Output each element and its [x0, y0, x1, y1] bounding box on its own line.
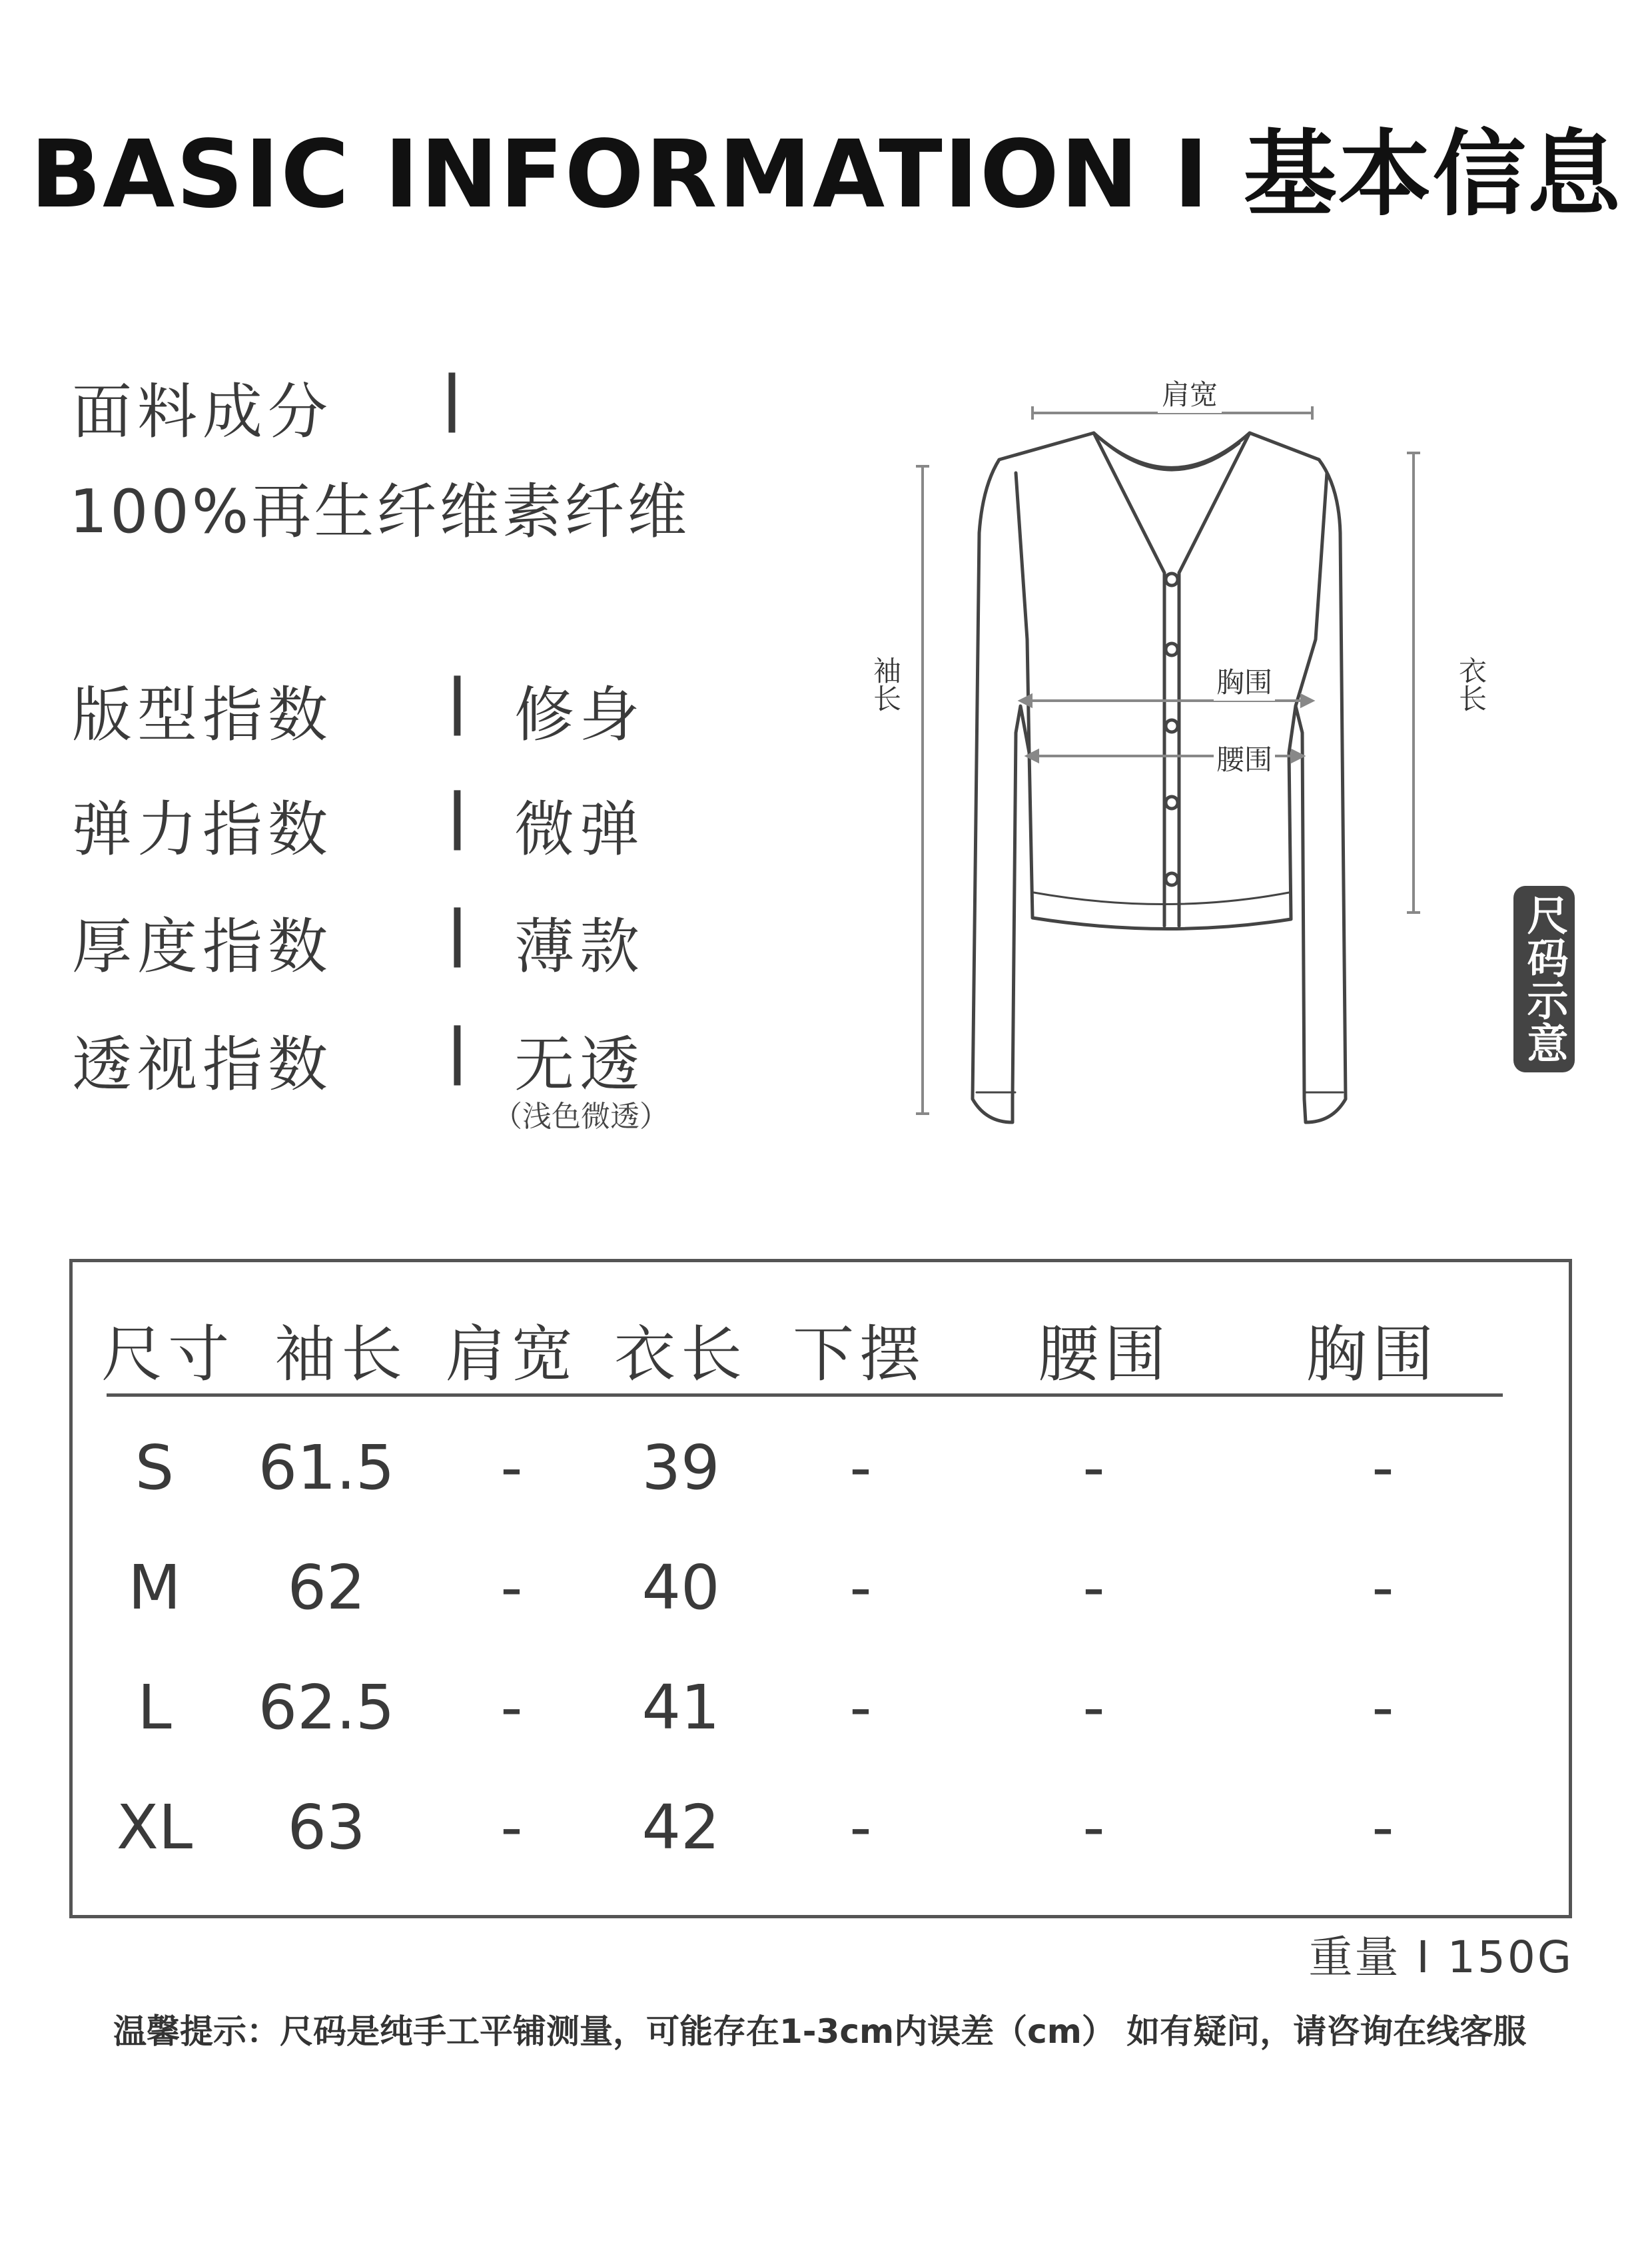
table-cell: L: [137, 1672, 172, 1743]
fabric-value: 100%再生纤维素纤维: [69, 477, 690, 547]
table-cell: -: [1372, 1432, 1394, 1503]
table-cell: 62.5: [258, 1672, 395, 1743]
page-title: BASIC INFORMATION I 基本信息: [30, 121, 1622, 229]
stretch-index-value: 微弹: [514, 795, 645, 865]
table-cell: 39: [641, 1432, 720, 1503]
placket-left: [1094, 433, 1164, 926]
size-diagram-badge: 尺码示意: [1513, 886, 1575, 1072]
table-header-waist: 腰围: [1038, 1319, 1172, 1390]
weight-info: 重量 I 150G: [1308, 1932, 1573, 1983]
sheerness-index-separator: |: [446, 1016, 468, 1086]
waist-label: 腰围: [1214, 738, 1275, 778]
table-header-shoulder: 肩宽: [445, 1319, 579, 1390]
table-header-size: 尺寸: [101, 1319, 235, 1390]
fit-index-value: 修身: [514, 680, 645, 750]
hem-rib: [1034, 893, 1289, 905]
table-cell: -: [849, 1432, 872, 1503]
button-3: [1166, 720, 1178, 732]
sheerness-index-label: 透视指数: [72, 1030, 333, 1100]
table-cell: -: [1082, 1792, 1105, 1863]
table-cell: M: [128, 1552, 181, 1623]
table-cell: 63: [287, 1792, 366, 1863]
table-cell: -: [1372, 1792, 1394, 1863]
table-cell: 61.5: [258, 1432, 395, 1503]
table-cell: 62: [287, 1552, 366, 1623]
fabric-label: 面料成分: [72, 377, 333, 447]
thickness-index-value: 薄款: [514, 912, 645, 982]
table-cell: -: [500, 1432, 523, 1503]
table-cell: 42: [641, 1792, 720, 1863]
shoulder-width-label: 肩宽: [1158, 373, 1222, 413]
chest-label: 胸围: [1214, 661, 1275, 701]
stretch-index-separator: |: [446, 781, 468, 851]
table-header-sleeve: 袖长: [274, 1319, 408, 1390]
table-cell: -: [1082, 1432, 1105, 1503]
button-5: [1166, 873, 1178, 885]
table-header-divider: [107, 1393, 1503, 1397]
table-cell: -: [1372, 1672, 1394, 1743]
table-cell: -: [849, 1672, 872, 1743]
thickness-index-label: 厚度指数: [72, 912, 333, 982]
cardigan-diagram: [853, 360, 1492, 1146]
table-cell: -: [500, 1672, 523, 1743]
body-length-label: 衣长: [1455, 656, 1487, 712]
table-cell: -: [500, 1792, 523, 1863]
table-cell: -: [849, 1792, 872, 1863]
fabric-separator: |: [441, 363, 463, 433]
table-header-length: 衣长: [614, 1319, 748, 1390]
stretch-index-label: 弹力指数: [72, 795, 333, 865]
sheerness-index-value: 无透: [514, 1030, 645, 1100]
table-cell: S: [135, 1432, 175, 1503]
sleeve-length-label: 袖长: [869, 656, 902, 712]
cardigan-outline: [973, 433, 1346, 1122]
sleeve-seam-right: [1296, 473, 1327, 706]
table-cell: -: [849, 1552, 872, 1623]
button-4: [1166, 797, 1178, 809]
table-cell: -: [1082, 1672, 1105, 1743]
table-header-chest: 胸围: [1306, 1319, 1440, 1390]
button-1: [1166, 573, 1178, 585]
fit-index-label: 版型指数: [72, 680, 333, 750]
table-cell: XL: [116, 1792, 193, 1863]
table-cell: -: [1372, 1552, 1394, 1623]
sheerness-note: （浅色微透）: [493, 1100, 669, 1134]
table-cell: -: [1082, 1552, 1105, 1623]
button-2: [1166, 643, 1178, 655]
table-cell: 41: [641, 1672, 720, 1743]
measurement-tip: 温馨提示：尺码是纯手工平铺测量，可能存在1-3cm内误差（cm） 如有疑问，请咨询在线客服: [113, 2012, 1527, 2051]
table-header-hem: 下摆: [793, 1319, 927, 1390]
fit-index-separator: |: [446, 666, 468, 736]
neckline-trim: [1106, 443, 1239, 470]
table-cell: -: [500, 1552, 523, 1623]
table-cell: 40: [641, 1552, 720, 1623]
thickness-index-separator: |: [446, 898, 468, 968]
